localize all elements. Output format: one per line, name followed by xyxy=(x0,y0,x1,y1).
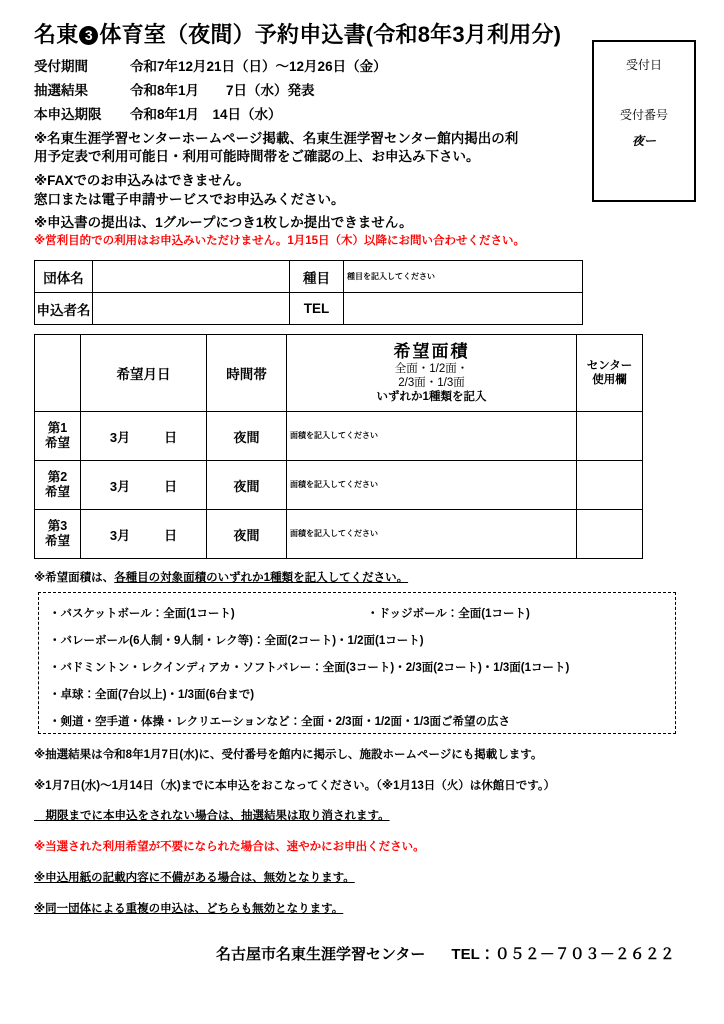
notice-duplicate-invalid: ※同一団体による重複の申込は、どちらも無効となります。 xyxy=(34,903,344,915)
table-row xyxy=(35,461,643,510)
preference-area-3[interactable] xyxy=(287,510,577,559)
table-row xyxy=(35,412,643,461)
sports-area-list-box xyxy=(38,592,676,734)
preference-rank-1-line1: 第1 xyxy=(47,421,68,435)
area-note-prefix: ※希望面積は、 xyxy=(34,572,115,584)
group-name-label: 団体名 xyxy=(35,261,93,293)
preference-day-3: 日 xyxy=(164,527,178,543)
table-row-group xyxy=(35,261,583,293)
notice-one-sheet: ※申込書の提出は、1グループにつき1枚しか提出できません。 xyxy=(34,215,413,230)
notice-apply-method: 窓口または電子申請サービスでお申込みください。 xyxy=(34,192,345,207)
sport-item-basketball: ・バスケットボール：全面(1コート) xyxy=(49,608,235,620)
title-prefix: 名東 xyxy=(34,22,79,47)
receipt-number-label: 受付番号 xyxy=(619,108,668,122)
table-row xyxy=(35,510,643,559)
preference-rank-2-line1: 第2 xyxy=(47,470,68,484)
notice-homepage-line2: 用予定表で利用可能日・利用可能時間帯をご確認の上、お申込み下さい。 xyxy=(34,149,480,164)
applicant-info-table xyxy=(34,260,583,325)
schedule-value: 令和7年12月21日（日）～12月26日（金） xyxy=(130,59,387,74)
receipt-date-label: 受付日 xyxy=(625,58,662,72)
group-name-input[interactable] xyxy=(93,261,290,293)
tel-input[interactable] xyxy=(344,293,583,325)
sport-item-table-tennis: ・卓球：全面(7台以上)・1/3面(6台まで) xyxy=(49,689,255,701)
notice-application-period: ※1月7日(水)～1月14日（水)までに本申込をおこなってください。（※1月13日（火）は休館日です。） xyxy=(34,780,556,792)
preference-rank-2-line2: 希望 xyxy=(44,485,70,499)
schedule-row-reception xyxy=(34,55,387,75)
event-type-hint: 種目を記入してください xyxy=(347,271,435,281)
page-title xyxy=(34,18,561,49)
applicant-name-label: 申込者名 xyxy=(35,293,93,325)
preference-rank-3-line1: 第3 xyxy=(47,519,68,533)
preference-time-1: 夜間 xyxy=(207,412,287,461)
schedule-label: 受付期間 xyxy=(34,59,88,74)
notice-no-fax: ※FAXでのお申込みはできません。 xyxy=(34,173,250,188)
schedule-label: 抽選結果 xyxy=(34,83,88,98)
center-use-line2: 使用欄 xyxy=(592,374,627,386)
area-header-title: 希望面積 xyxy=(393,341,470,361)
notice-lottery-announcement: ※抽選結果は令和8年1月7日(水)に、受付番号を館内に掲示し、施設ホームページにも掲載します。 xyxy=(34,749,543,761)
center-name: 名古屋市名東生涯学習センター xyxy=(216,946,426,963)
preference-rank-1 xyxy=(35,412,81,461)
preference-day-2: 日 xyxy=(164,478,178,494)
schedule-row-deadline xyxy=(34,103,282,123)
tel-label: TEL xyxy=(290,293,344,325)
preference-day-1: 日 xyxy=(164,429,178,445)
preference-area-1[interactable] xyxy=(287,412,577,461)
sport-item-dodgeball: ・ドッジボール：全面(1コート) xyxy=(367,608,530,620)
title-circled-number: 3 xyxy=(79,26,98,45)
schedule-row-lottery xyxy=(34,79,315,99)
center-telephone: TEL：０５２－７０３－２６２２ xyxy=(451,946,675,963)
notice-homepage-line1: ※名東生涯学習センターホームページ掲載、名東生涯学習センター館内掲出の利 xyxy=(34,131,519,146)
sport-item-kendo-karate-gymnastics: ・剣道・空手道・体操・レクリエーションなど：全面・2/3面・1/2面・1/3面ご希望の広さ xyxy=(49,716,511,728)
preference-area-2[interactable] xyxy=(287,461,577,510)
preference-center-1 xyxy=(577,412,643,461)
center-use-line1: センター xyxy=(586,359,633,372)
area-header-sub2: 2/3面・1/3面 xyxy=(398,377,465,390)
center-use-header xyxy=(577,335,643,412)
preference-date-1[interactable] xyxy=(81,412,207,461)
area-hint-1: 面積を記入してください xyxy=(290,431,378,441)
date-header: 希望月日 xyxy=(81,335,207,412)
receipt-stamp-box xyxy=(592,40,696,202)
area-note-underlined: 各種目の対象面積のいずれか1種類を記入してください。 xyxy=(114,572,409,584)
footer-contact xyxy=(216,943,675,964)
sport-item-volleyball: ・バレーボール(6人制・9人制・レク等)：全面(2コート)・1/2面(1コート) xyxy=(49,635,424,647)
preference-center-3 xyxy=(577,510,643,559)
notice-incomplete-invalid: ※申込用紙の記載内容に不備がある場合は、無効となります。 xyxy=(34,872,355,884)
applicant-name-input[interactable] xyxy=(93,293,290,325)
preference-rank-3-line2: 希望 xyxy=(44,534,70,548)
table-row-applicant xyxy=(35,293,583,325)
area-header-sub1: 全面・1/2面・ xyxy=(394,363,469,376)
area-header-sub3: いずれか1種類を記入 xyxy=(376,391,487,404)
event-type-label: 種目 xyxy=(290,261,344,293)
preference-center-2 xyxy=(577,461,643,510)
preference-time-3: 夜間 xyxy=(207,510,287,559)
preference-month-1: 3月 xyxy=(109,429,131,445)
receipt-number-value: 夜ー xyxy=(631,134,656,148)
preference-rank-3 xyxy=(35,510,81,559)
area-header xyxy=(287,335,577,412)
schedule-value: 令和8年1月 7日（水）発表 xyxy=(130,83,315,98)
preference-date-2[interactable] xyxy=(81,461,207,510)
title-suffix: 体育室（夜間）予約申込書(令和8年3月利用分) xyxy=(99,22,562,47)
preference-month-2: 3月 xyxy=(109,478,131,494)
preference-date-3[interactable] xyxy=(81,510,207,559)
area-note xyxy=(34,571,408,586)
preference-time-2: 夜間 xyxy=(207,461,287,510)
preference-rank-2 xyxy=(35,461,81,510)
schedule-value: 令和8年1月 14日（水） xyxy=(130,107,282,122)
time-header: 時間帯 xyxy=(207,335,287,412)
reservation-table xyxy=(34,334,643,559)
event-type-input[interactable] xyxy=(344,261,583,293)
area-hint-3: 面積を記入してください xyxy=(290,529,378,539)
rank-header xyxy=(35,335,81,412)
preference-month-3: 3月 xyxy=(109,527,131,543)
area-hint-2: 面積を記入してください xyxy=(290,480,378,490)
preference-rank-1-line2: 希望 xyxy=(44,436,70,450)
notice-no-commercial-use: ※営利目的での利用はお申込みいただけません。1月15日（木）以降にお問い合わせください。 xyxy=(34,235,526,247)
notice-cancellation-warning: 期限までに本申込をされない場合は、抽選結果は取り消されます。 xyxy=(34,810,390,822)
sport-item-badminton: ・バドミントン・レクインディアカ・ソフトバレー：全面(3コート)・2/3面(2コート)・1/3面(1コート) xyxy=(49,662,570,674)
schedule-label: 本申込期限 xyxy=(34,107,102,122)
notice-report-unneeded: ※当選された利用希望が不要になられた場合は、速やかにお申出ください。 xyxy=(34,841,425,853)
table-header-row xyxy=(35,335,643,412)
